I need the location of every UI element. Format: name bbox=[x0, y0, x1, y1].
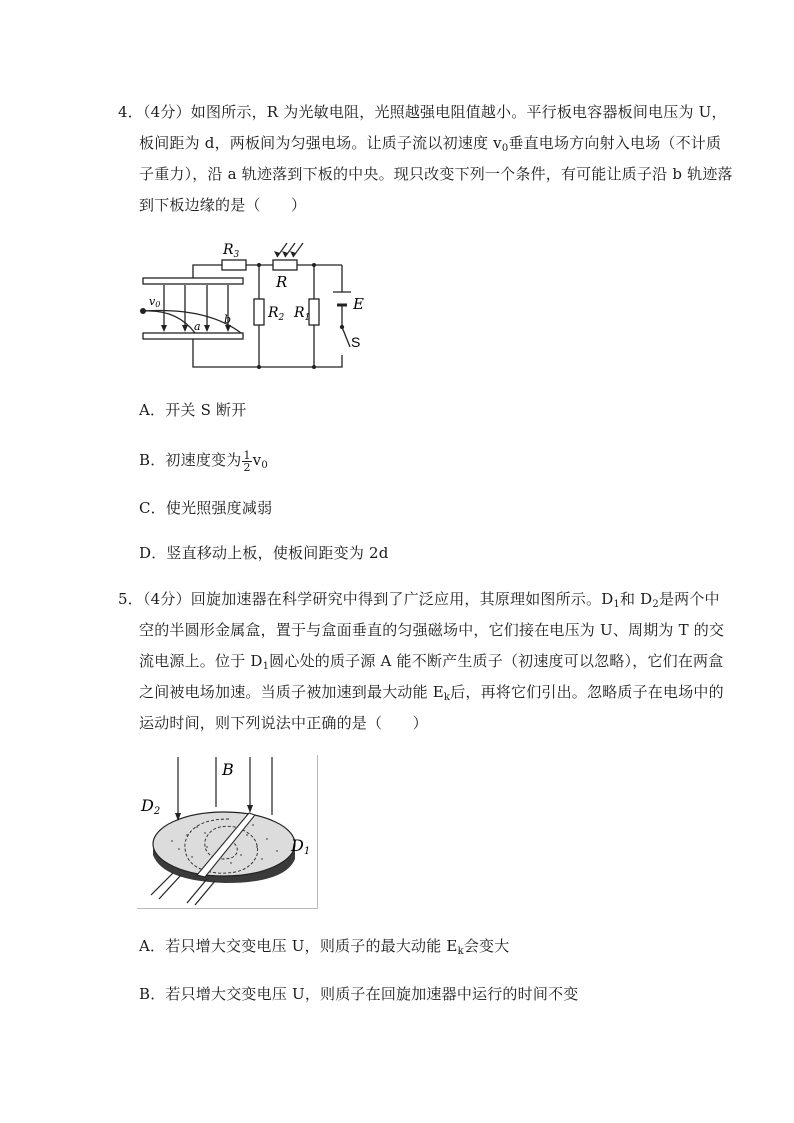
q5-line-4-b: 后，再将它们引出。忽略质子在电场中的 bbox=[450, 683, 724, 701]
q4-option-c[interactable]: C．使光照强度减弱 bbox=[139, 499, 273, 517]
q4-line-2-head: 板间距为 d，两板间为匀强电场。让质子流以初速度 v bbox=[139, 134, 502, 152]
q4-line-3: 子重力），沿 a 轨迹落到下板的中央。现只改变下列一个条件，有可能让质子沿 b 轨迹落 bbox=[139, 165, 733, 183]
label-r2: $R_2$ bbox=[268, 305, 285, 323]
resistor-r bbox=[273, 260, 297, 270]
q4-option-b-prefix: B．初速度变为 bbox=[139, 451, 242, 469]
q4-line-4: 到下板边缘的是（ ） bbox=[139, 196, 307, 214]
q5-line-4 bbox=[139, 678, 724, 712]
q4-option-d[interactable]: D．竖直移动上板，使板间距变为 2d bbox=[139, 544, 389, 562]
q4-option-b-var: v bbox=[252, 451, 262, 469]
wire-bottom bbox=[193, 339, 342, 367]
q5-option-a-post: 会变大 bbox=[463, 937, 510, 955]
label-r1: $R_1$ bbox=[294, 305, 311, 323]
q5-line-3-a: 流电源上。位于 D bbox=[139, 652, 263, 670]
q5-line-1-c: 是两个中 bbox=[658, 590, 720, 608]
fraction-denominator: 2 bbox=[243, 460, 251, 474]
resistor-r1 bbox=[309, 299, 319, 325]
switch-s bbox=[342, 327, 350, 347]
label-d2: D2 bbox=[141, 796, 161, 817]
capacitor-upper-plate bbox=[143, 278, 243, 284]
q5-line-4-subscript: k bbox=[443, 692, 451, 703]
q5-line-1-b: 和 D bbox=[619, 590, 653, 608]
label-a: a bbox=[194, 320, 201, 333]
label-e: E bbox=[353, 295, 364, 313]
q5-line-5: 运动时间，则下列说法中正确的是（ ） bbox=[139, 714, 428, 732]
resistor-r3 bbox=[222, 260, 246, 270]
q4-circuit-figure bbox=[137, 237, 369, 372]
q4-line-2-tail: 垂直电场方向射入电场（不计质 bbox=[508, 134, 722, 152]
label-b-field: B bbox=[222, 760, 234, 779]
q4-v0-subscript: 0 bbox=[501, 143, 509, 154]
trajectory-a bbox=[143, 311, 195, 333]
q4-option-b-subscript: 0 bbox=[261, 460, 268, 471]
fraction-one-half bbox=[242, 450, 251, 473]
q4-line-1: 4．（4分）如图所示，R 为光敏电阻，光照越强电阻值越小。平行板电容器板间电压为 U， bbox=[118, 103, 727, 121]
label-r3: $R_3$ bbox=[223, 242, 240, 260]
label-b: b bbox=[224, 313, 232, 326]
resistor-r2 bbox=[254, 299, 264, 325]
fraction-numerator: 1 bbox=[243, 448, 251, 462]
q5-d1-subscript: 1 bbox=[613, 599, 620, 610]
q4-line-2 bbox=[139, 129, 721, 163]
q5-line-3-b: 圆心处的质子源 A 能不断产生质子（初速度可以忽略），它们在两盒 bbox=[269, 652, 724, 670]
q5-line-2: 空的半圆形金属盒，置于与盒面垂直的匀强磁场中，它们接在电压为 U、周期为 T 的交 bbox=[139, 621, 725, 639]
q5-line-1-a: 5．（4分）回旋加速器在科学研究中得到了广泛应用，其原理如图所示。D bbox=[118, 590, 614, 608]
q5-line-1 bbox=[118, 585, 720, 619]
q5-option-b[interactable]: B．若只增大交变电压 U，则质子在回旋加速器中运行的时间不变 bbox=[139, 985, 579, 1003]
q5-line-4-a: 之间被电场加速。当质子被加速到最大动能 E bbox=[139, 683, 444, 701]
q4-option-a[interactable]: A．开关 S 断开 bbox=[139, 401, 247, 419]
q5-line-3 bbox=[139, 647, 723, 681]
q5-option-a-pre: A．若只增大交变电压 U，则质子的最大动能 E bbox=[139, 937, 458, 955]
q5-option-a-subscript: k bbox=[457, 946, 464, 957]
q4-option-b[interactable] bbox=[139, 446, 268, 480]
label-r: R bbox=[276, 273, 288, 291]
q5-cyclotron-figure bbox=[137, 755, 319, 910]
label-d1: D1 bbox=[291, 836, 311, 857]
wire-top-left bbox=[193, 265, 222, 278]
q5-d2-subscript: 2 bbox=[652, 599, 659, 610]
q5-option-a[interactable] bbox=[139, 932, 509, 966]
label-v0: v0 bbox=[149, 295, 161, 309]
q5-line-3-subscript: 1 bbox=[262, 661, 270, 672]
capacitor-lower-plate bbox=[143, 333, 243, 339]
label-s: S bbox=[351, 334, 361, 350]
